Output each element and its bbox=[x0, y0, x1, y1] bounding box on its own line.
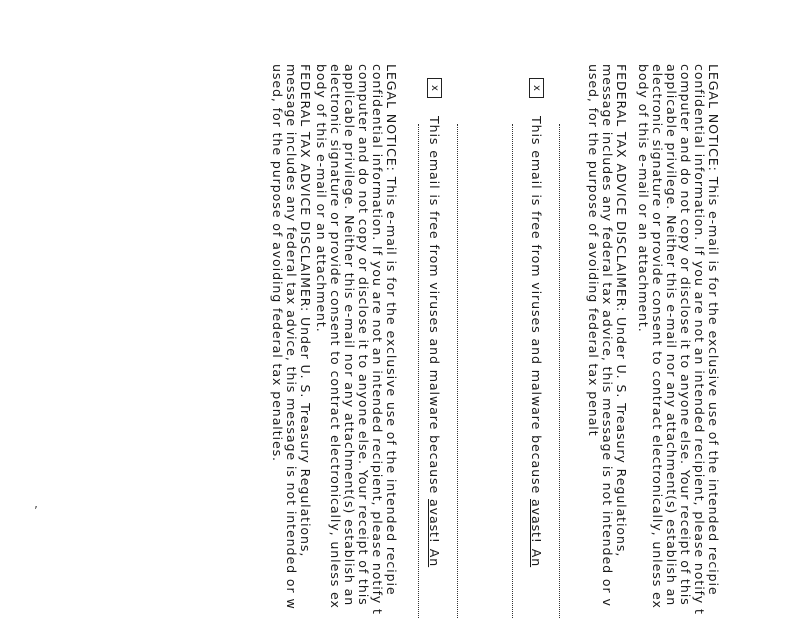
legal-notice-1-line-2: confidential information. If you are not an intended recipient, please notify t bbox=[692, 64, 707, 615]
stray-scan-mark: ’ bbox=[34, 504, 38, 518]
avast-link-1[interactable]: avast! An bbox=[529, 499, 544, 568]
legal-notice-1-line-1: LEGAL NOTICE: This e-mail is for the exclusive use of the intended recipie bbox=[706, 64, 721, 596]
legal-notice-2-line-3: computer and do not copy or disclose it to anyone else. Your receipt of this bbox=[356, 64, 371, 606]
dotted-divider-top-2 bbox=[457, 124, 458, 618]
legal-notice-2-line-4: applicable privilege. Neither this e-mail nor any attachment(s) establish an bbox=[342, 64, 357, 607]
legal-notice-2-line-5: electronic signature or provide consent to contract electronically, unless ex bbox=[328, 64, 343, 609]
rotated-page-content bbox=[270, 64, 721, 618]
dotted-divider-bottom-2 bbox=[418, 124, 419, 618]
legal-notice-2-line-6: body of this e-mail or an attachment. bbox=[314, 64, 329, 333]
tax-disclaimer-1-line-2: message includes any federal tax advice, this message is not intended or v bbox=[600, 64, 615, 607]
legal-notice-1-line-3: computer and do not copy or disclose it to anyone else. Your receipt of this bbox=[678, 64, 693, 606]
legal-notice-2-line-1: LEGAL NOTICE: This e-mail is for the exclusive use of the intended recipie bbox=[384, 64, 399, 596]
virus-free-text-1 bbox=[529, 116, 543, 567]
virus-free-text-2 bbox=[427, 116, 441, 567]
tax-disclaimer-2-line-1: FEDERAL TAX ADVICE DISCLAIMER: Under U. S. Treasury Regulations, bbox=[298, 64, 313, 558]
dotted-divider-bottom-1 bbox=[512, 124, 513, 618]
tax-disclaimer-1-line-1: FEDERAL TAX ADVICE DISCLAIMER: Under U. S. Treasury Regulations, bbox=[614, 64, 629, 558]
legal-notice-1-line-5: electronic signature or provide consent to contract electronically, unless ex bbox=[650, 64, 665, 609]
broken-image-icon: x bbox=[529, 78, 544, 98]
virus-free-message-1: This email is free from viruses and malware because bbox=[529, 116, 544, 499]
legal-notice-1-line-4: applicable privilege. Neither this e-mail nor any attachment(s) establish an bbox=[664, 64, 679, 607]
tax-disclaimer-1-line-3: used, for the purpose of avoiding federal tax penalt bbox=[586, 64, 601, 437]
dotted-divider-top-1 bbox=[559, 124, 560, 618]
tax-disclaimer-2-line-2: message includes any federal tax advice, this message is not intended or w bbox=[284, 64, 299, 610]
broken-image-icon: x bbox=[427, 78, 442, 98]
virus-free-message-2: This email is free from viruses and malware because bbox=[427, 116, 442, 499]
legal-notice-1-line-6: body of this e-mail or an attachment. bbox=[636, 64, 651, 333]
legal-notice-2-line-2: confidential information. If you are not an intended recipient, please notify t bbox=[370, 64, 385, 615]
avast-link-2[interactable]: avast! An bbox=[427, 499, 442, 568]
tax-disclaimer-2-line-3: used, for the purpose of avoiding federal tax penalties. bbox=[270, 64, 285, 462]
